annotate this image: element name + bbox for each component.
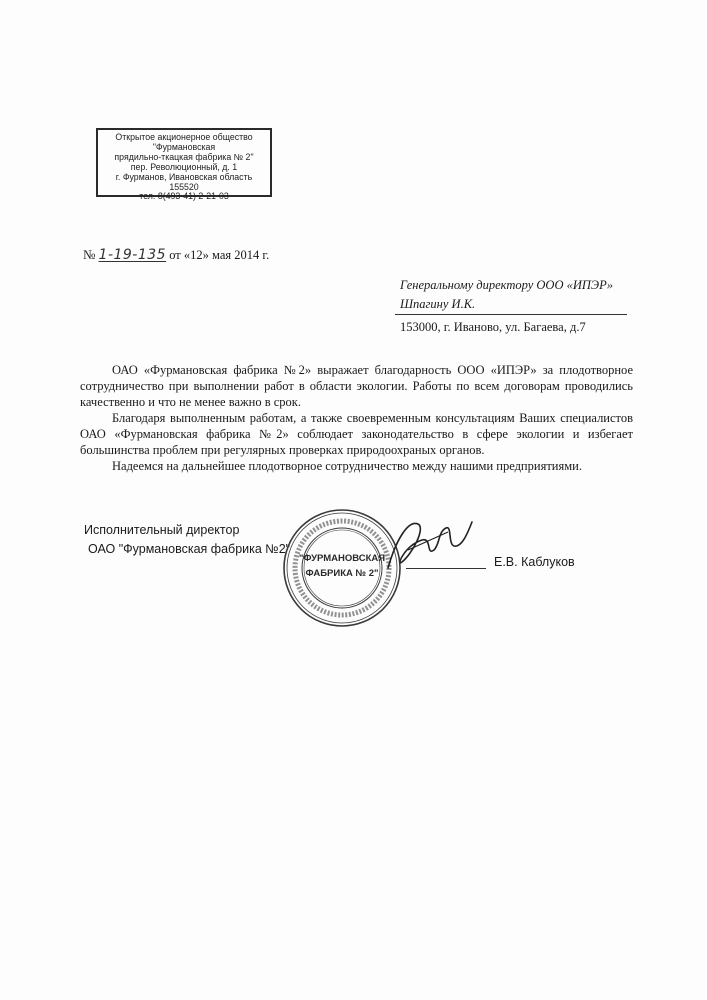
addressee-position: Генеральному директору ООО «ИПЭР» — [400, 278, 613, 292]
addressee-divider — [395, 314, 627, 315]
addressee-address: 153000, г. Иваново, ул. Багаева, д.7 — [400, 320, 586, 334]
handwritten-signature — [378, 510, 488, 580]
stamp-line-company-name-1: "Фурмановская — [152, 141, 216, 152]
letter-date: от «12» мая 2014 г. — [169, 248, 270, 262]
body-paragraph-3: Надеемся на дальнейшее плодотворное сотрудничество между нашими предприятиями. — [112, 459, 582, 473]
signatory-title — [84, 521, 290, 559]
body-paragraph-1: ОАО «Фурмановская фабрика №2» выражает благодарность ООО «ИПЭР» за плодотворное сотрудничество при выполнении работ в области экологии. Работы по всем договорам проводились качественно и что не менее важно в срок. — [80, 363, 633, 409]
stamp-line-phone: тел. 8(493-41) 2-21-03 — [139, 191, 229, 202]
outgoing-number-date — [83, 247, 269, 263]
handwritten-number: 1-19-135 — [98, 247, 167, 263]
signature-line — [406, 568, 486, 569]
stamp-line-postcode: 155520 — [169, 181, 199, 192]
stamp-line-company-name-2: прядильно-ткацкая фабрика № 2" — [114, 151, 254, 162]
addressee-block — [400, 276, 632, 337]
letter-body — [80, 362, 633, 474]
signatory-company: ОАО "Фурмановская фабрика №2" — [88, 542, 291, 556]
signatory-position: Исполнительный директор — [84, 523, 240, 537]
seal-center-line-1: "ФУРМАНОВСКАЯ — [298, 553, 386, 564]
company-header-stamp — [96, 128, 272, 202]
body-paragraph-2: Благодаря выполненным работам, а также своевременным консультациям Ваших специалистов ОАО «Фурмановская фабрика №2» соблюдает законодательство в сфере экологии и избегает большинства проблем при регулярных проверках природоохраных органов. — [80, 411, 633, 457]
signatory-name: Е.В. Каблуков — [494, 555, 575, 569]
stamp-line-company-type: Открытое акционерное общество — [115, 132, 253, 142]
seal-center-line-2: ФАБРИКА № 2" — [305, 568, 379, 579]
stamp-line-city: г. Фурманов, Ивановская область — [115, 171, 253, 182]
stamp-line-street: пер. Революционный, д. 1 — [130, 161, 238, 172]
addressee-name: Шпагину И.К. — [400, 297, 476, 311]
number-sign: № — [83, 247, 96, 262]
